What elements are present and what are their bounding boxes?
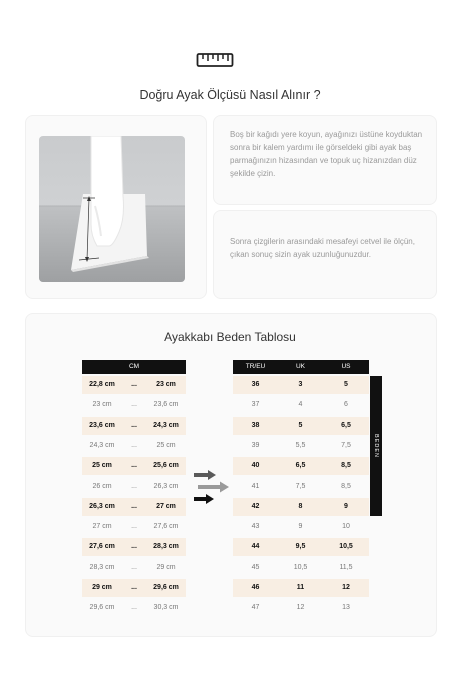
cm-separator: ... — [131, 401, 137, 408]
page-title: Doğru Ayak Ölçüsü Nasıl Alınır ? — [139, 88, 321, 102]
size-tr-eu: 38 — [251, 422, 260, 429]
cm-from: 22,8 cm — [89, 381, 115, 388]
size-row — [233, 559, 369, 577]
size-tr-eu: 41 — [251, 483, 260, 490]
size-row — [233, 457, 369, 475]
header-tr-eu: TR/EU — [245, 363, 266, 370]
size-us: 6,5 — [341, 422, 351, 429]
cm-to: 29 cm — [156, 564, 176, 571]
size-header — [233, 360, 369, 374]
size-us: 13 — [342, 604, 350, 611]
size-row — [233, 376, 369, 394]
header-us: US — [341, 363, 351, 370]
cm-separator: ... — [131, 422, 137, 429]
size-tr-eu: 45 — [251, 564, 260, 571]
cm-from: 29,6 cm — [89, 604, 115, 611]
instruction-card-step-1 — [213, 115, 437, 205]
cm-from: 27,6 cm — [89, 543, 115, 550]
ruler-icon — [196, 50, 234, 70]
size-row — [233, 478, 369, 496]
header-uk: UK — [295, 363, 306, 370]
size-us: 5 — [344, 381, 348, 388]
cm-to: 23 cm — [156, 381, 176, 388]
size-tr-eu: 37 — [251, 401, 260, 408]
size-uk: 3 — [298, 381, 303, 388]
cm-separator: ... — [131, 483, 137, 490]
size-tr-eu: 42 — [251, 503, 260, 510]
cm-separator: ... — [131, 523, 137, 530]
cm-row — [82, 396, 186, 414]
size-row — [233, 437, 369, 455]
cm-separator: ... — [131, 584, 137, 591]
cm-separator: ... — [131, 543, 137, 550]
size-us: 10,5 — [339, 543, 353, 550]
cm-from: 24,3 cm — [89, 442, 115, 449]
cm-row — [82, 437, 186, 455]
size-uk: 9 — [298, 523, 303, 530]
cm-row — [82, 478, 186, 496]
size-row — [233, 518, 369, 536]
cm-from: 26 cm — [92, 483, 112, 490]
beden-side-label: BEDEN — [373, 434, 379, 458]
cm-row — [82, 518, 186, 536]
cm-row — [82, 417, 186, 435]
cm-row — [82, 538, 186, 556]
size-us: 8,5 — [341, 483, 351, 490]
cm-row — [82, 599, 186, 617]
cm-from: 23 cm — [92, 401, 112, 408]
size-row — [233, 538, 369, 556]
cm-row — [82, 376, 186, 394]
foot-measure-image — [39, 136, 185, 282]
cm-from: 26,3 cm — [89, 503, 115, 510]
size-row — [233, 417, 369, 435]
size-us: 8,5 — [341, 462, 351, 469]
cm-row — [82, 579, 186, 597]
size-us: 6 — [344, 401, 348, 408]
size-uk: 8 — [298, 503, 303, 510]
size-uk: 12 — [296, 604, 305, 611]
size-uk: 10,5 — [293, 564, 308, 571]
size-uk: 9,5 — [295, 543, 306, 550]
size-table-title: Ayakkabı Beden Tablosu — [164, 330, 296, 344]
cm-to: 30,3 cm — [153, 604, 179, 611]
cm-separator: ... — [131, 381, 137, 388]
cm-from: 29 cm — [92, 584, 112, 591]
cm-to: 23,6 cm — [153, 401, 179, 408]
arrow-right-icon — [192, 468, 230, 508]
cm-from: 28,3 cm — [89, 564, 115, 571]
cm-to: 28,3 cm — [153, 543, 179, 550]
size-tr-eu: 43 — [251, 523, 260, 530]
cm-to: 26,3 cm — [153, 483, 179, 490]
size-tr-eu: 39 — [251, 442, 260, 449]
size-us: 9 — [344, 503, 348, 510]
cm-to: 27 cm — [156, 503, 176, 510]
cm-to: 25 cm — [156, 442, 176, 449]
size-us: 11,5 — [339, 564, 353, 571]
size-tr-eu: 46 — [251, 584, 260, 591]
size-uk: 11 — [296, 584, 305, 591]
size-tr-eu: 40 — [251, 462, 260, 469]
cm-from: 23,6 cm — [89, 422, 115, 429]
instruction-card-step-2 — [213, 210, 437, 299]
cm-to: 27,6 cm — [153, 523, 179, 530]
size-uk: 7,5 — [295, 483, 306, 490]
cm-to: 29,6 cm — [153, 584, 179, 591]
cm-row — [82, 457, 186, 475]
size-us: 12 — [342, 584, 350, 591]
instruction-text: Sonra çizgilerin arasındaki mesafeyi cetvel ile ölçün, çıkan sonuç sizin ayak uzunluğunuzdur. — [230, 237, 415, 259]
instruction-text: Boş bir kağıdı yere koyun, ayağınızı üstüne koyduktan sonra bir kalem yardımı ile görseldeki gibi ayak baş parmağınızın hizasından ve topuk uç hizanızdan düz şekilde çizin. — [230, 130, 423, 178]
size-us: 7,5 — [341, 442, 351, 449]
size-us: 10 — [342, 523, 350, 530]
cm-separator: ... — [131, 503, 137, 510]
size-row — [233, 498, 369, 516]
cm-row — [82, 559, 186, 577]
size-tr-eu: 47 — [251, 604, 260, 611]
size-row — [233, 599, 369, 617]
size-row — [233, 396, 369, 414]
size-uk: 5 — [298, 422, 303, 429]
size-uk: 6,5 — [295, 462, 306, 469]
cm-separator: ... — [131, 442, 137, 449]
cm-header: CM — [82, 360, 186, 374]
cm-to: 24,3 cm — [153, 422, 179, 429]
cm-separator: ... — [131, 604, 137, 611]
size-tr-eu: 44 — [251, 543, 260, 550]
cm-row — [82, 498, 186, 516]
size-uk: 4 — [298, 401, 303, 408]
cm-separator: ... — [131, 564, 137, 571]
cm-to: 25,6 cm — [153, 462, 179, 469]
size-tr-eu: 36 — [251, 381, 260, 388]
cm-from: 27 cm — [92, 523, 112, 530]
size-row — [233, 579, 369, 597]
size-uk: 5,5 — [295, 442, 306, 449]
cm-separator: ... — [131, 462, 137, 469]
cm-from: 25 cm — [92, 462, 112, 469]
